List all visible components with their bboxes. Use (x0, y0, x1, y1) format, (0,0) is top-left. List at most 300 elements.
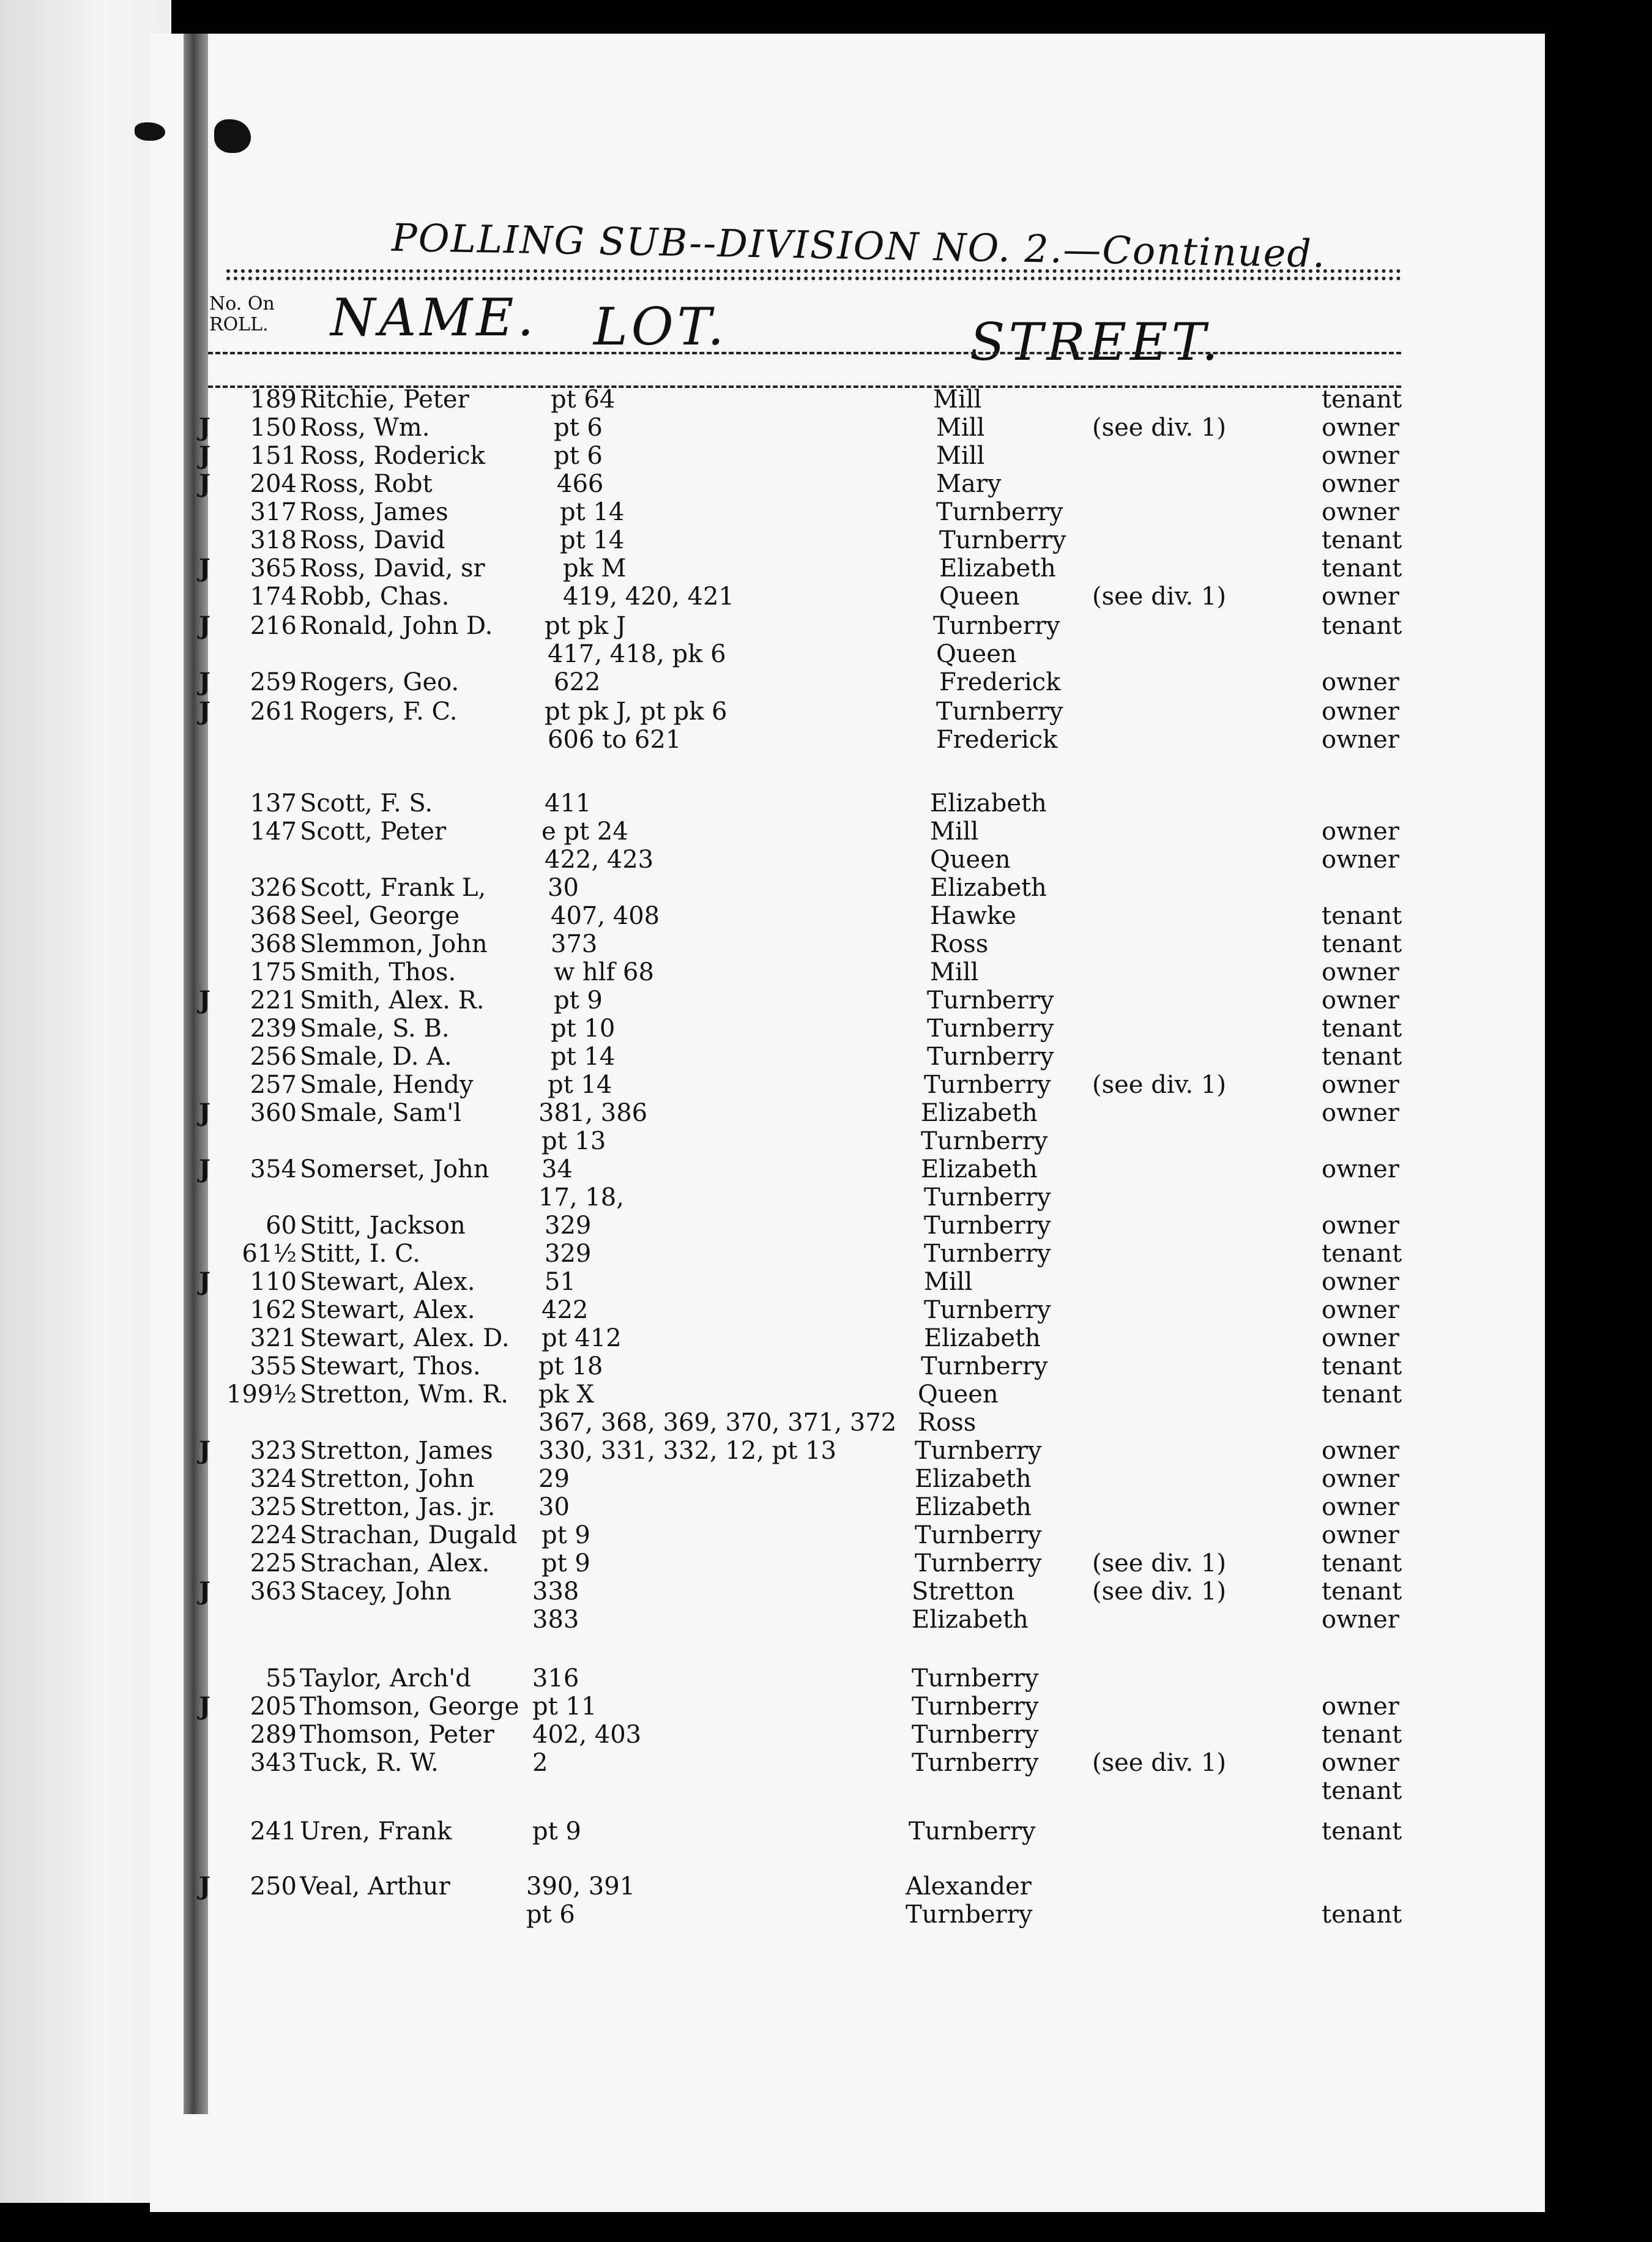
tenure-status: tenant (1322, 1777, 1402, 1805)
lot-cell: 17, 18, (538, 1183, 624, 1212)
tenure-status: owner (1322, 1155, 1399, 1183)
page-title: POLLING SUB--DIVISION NO. 2.—Continued. (392, 215, 1326, 277)
voter-name: Ross, Roderick (300, 442, 485, 470)
lot-cell: 422 (541, 1296, 589, 1324)
roll-number: 241 (250, 1817, 297, 1845)
table-row (0, 414, 1652, 442)
table-row (0, 726, 1652, 754)
voter-name: Smale, Sam'l (300, 1099, 462, 1127)
tenure-status: tenant (1322, 902, 1402, 930)
tenure-status: owner (1322, 1071, 1399, 1099)
table-row (0, 986, 1652, 1015)
lot-cell: 367, 368, 369, 370, 371, 372 (538, 1409, 897, 1437)
street-cell: Elizabeth (915, 1465, 1032, 1493)
street-cell: Turnberry (921, 1352, 1048, 1380)
street-cell: Elizabeth (915, 1493, 1032, 1521)
tenure-status: owner (1322, 414, 1399, 442)
table-row (0, 874, 1652, 902)
lot-cell: pt 11 (532, 1693, 597, 1721)
lot-cell: e pt 24 (541, 817, 628, 846)
lot-cell: 338 (532, 1577, 579, 1606)
street-cell: Turnberry (912, 1664, 1039, 1693)
table-row (0, 1437, 1652, 1465)
tenure-status: tenant (1322, 1817, 1402, 1845)
tenure-status: owner (1322, 583, 1399, 611)
juror-mark: J (199, 1577, 210, 1606)
table-row (0, 698, 1652, 726)
lot-cell: 407, 408 (551, 902, 660, 930)
table-row (0, 640, 1652, 668)
tenure-status: owner (1322, 1437, 1399, 1465)
voter-name: Scott, Peter (300, 817, 447, 846)
juror-mark: J (199, 1692, 210, 1721)
juror-mark: J (199, 1872, 210, 1901)
voter-name: Slemmon, John (300, 930, 488, 958)
voter-name: Taylor, Arch'd (300, 1664, 471, 1693)
tenure-status: tenant (1322, 1721, 1402, 1749)
street-cell: Turnberry (906, 1901, 1033, 1929)
table-row (0, 583, 1652, 611)
table-row (0, 1240, 1652, 1268)
street-cell: Turnberry (936, 498, 1063, 526)
tenure-status: owner (1322, 1296, 1399, 1324)
street-cell: Turnberry (927, 1015, 1054, 1043)
voter-name: Seel, George (300, 902, 460, 930)
table-row (0, 930, 1652, 958)
lot-cell: pt 18 (538, 1352, 603, 1380)
juror-mark: J (199, 1267, 210, 1296)
no-on-roll-header (209, 294, 275, 335)
juror-mark: J (199, 554, 210, 583)
voter-name: Rogers, F. C. (300, 698, 458, 726)
tenure-status: tenant (1322, 1015, 1402, 1043)
juror-mark: J (199, 441, 210, 470)
roll-number: 360 (250, 1099, 297, 1127)
table-row (0, 902, 1652, 930)
lot-cell: 419, 420, 421 (563, 583, 734, 611)
see-division-note: (see div. 1) (1092, 414, 1226, 442)
voter-name: Ritchie, Peter (300, 385, 469, 414)
lot-cell: 373 (551, 930, 598, 958)
lot-cell: 329 (545, 1240, 592, 1268)
roll-number: 221 (250, 986, 297, 1015)
tenure-status: tenant (1322, 1043, 1402, 1071)
lot-cell: pt 6 (554, 442, 603, 470)
roll-number: 368 (250, 902, 297, 930)
no-on-roll-line1: No. On (209, 293, 275, 315)
roll-number: 150 (250, 414, 297, 442)
voter-name: Ross, David (300, 526, 445, 554)
voter-name: Ronald, John D. (300, 612, 493, 640)
table-row (0, 1521, 1652, 1549)
lot-cell: 402, 403 (532, 1721, 642, 1749)
lot-cell: w hlf 68 (554, 958, 654, 986)
voter-name: Stacey, John (300, 1577, 452, 1606)
voter-name: Ross, James (300, 498, 448, 526)
tenure-status: owner (1322, 470, 1399, 498)
roll-number: 259 (250, 668, 297, 696)
voter-name: Scott, F. S. (300, 789, 433, 817)
see-division-note: (see div. 1) (1092, 1071, 1226, 1099)
street-cell: Elizabeth (924, 1324, 1041, 1352)
see-division-note: (see div. 1) (1092, 1577, 1226, 1606)
table-row (0, 1664, 1652, 1693)
table-row (0, 1071, 1652, 1099)
tenure-status: owner (1322, 442, 1399, 470)
roll-number: 199½ (226, 1380, 297, 1409)
street-cell: Turnberry (927, 986, 1054, 1015)
lot-cell: 381, 386 (538, 1099, 648, 1127)
lot-cell: pk M (563, 554, 627, 583)
street-cell: Turnberry (939, 526, 1066, 554)
voter-name: Veal, Arthur (300, 1872, 450, 1901)
juror-mark: J (199, 697, 210, 726)
tenure-status: owner (1322, 1493, 1399, 1521)
table-row (0, 1465, 1652, 1493)
street-cell: Turnberry (909, 1817, 1036, 1845)
juror-mark: J (199, 1436, 210, 1465)
tenure-status: owner (1322, 1693, 1399, 1721)
roll-number: 137 (250, 789, 297, 817)
roll-number: 151 (250, 442, 297, 470)
roll-number: 61½ (242, 1240, 297, 1268)
table-row (0, 470, 1652, 498)
tenure-status: owner (1322, 1324, 1399, 1352)
voter-name: Thomson, Peter (300, 1721, 494, 1749)
roll-number: 321 (250, 1324, 297, 1352)
lot-cell: 606 to 621 (548, 726, 682, 754)
juror-mark: J (199, 413, 210, 442)
roll-number: 174 (250, 583, 297, 611)
table-row (0, 1777, 1652, 1805)
tenure-status: owner (1322, 1465, 1399, 1493)
street-cell: Elizabeth (921, 1099, 1038, 1127)
roll-number: 204 (250, 470, 297, 498)
street-cell: Stretton (912, 1577, 1015, 1606)
roll-number: 318 (250, 526, 297, 554)
roll-number: 60 (266, 1212, 297, 1240)
table-row (0, 1127, 1652, 1155)
voter-name: Tuck, R. W. (300, 1749, 439, 1777)
table-row (0, 1606, 1652, 1634)
roll-number: 257 (250, 1071, 297, 1099)
lot-cell: 316 (532, 1664, 579, 1693)
see-division-note: (see div. 1) (1092, 1549, 1226, 1577)
table-row (0, 1380, 1652, 1409)
voter-name: Somerset, John (300, 1155, 489, 1183)
table-row (0, 1749, 1652, 1777)
street-cell: Alexander (906, 1872, 1032, 1901)
lot-cell: pt 9 (541, 1549, 590, 1577)
lot-cell: 2 (532, 1749, 548, 1777)
roll-number: 239 (250, 1015, 297, 1043)
lot-cell: 422, 423 (545, 846, 654, 874)
table-row (0, 612, 1652, 640)
voter-name: Stitt, Jackson (300, 1212, 466, 1240)
lot-cell: 417, 418, pk 6 (548, 640, 726, 668)
tenure-status: tenant (1322, 526, 1402, 554)
roll-number: 289 (250, 1721, 297, 1749)
table-row (0, 1872, 1652, 1901)
roll-number: 224 (250, 1521, 297, 1549)
juror-mark: J (199, 1098, 210, 1127)
table-row (0, 846, 1652, 874)
voter-name: Stretton, James (300, 1437, 493, 1465)
voter-name: Stretton, Wm. R. (300, 1380, 508, 1409)
table-row (0, 1693, 1652, 1721)
lot-cell: pt 9 (541, 1521, 590, 1549)
lot-cell: 411 (545, 789, 592, 817)
lot-cell: 34 (541, 1155, 573, 1183)
lot-cell: pt 14 (548, 1071, 612, 1099)
table-row (0, 817, 1652, 846)
roll-number: 317 (250, 498, 297, 526)
tenure-status: owner (1322, 1212, 1399, 1240)
juror-mark: J (199, 668, 210, 696)
roll-number: 363 (250, 1577, 297, 1606)
lot-cell: 30 (538, 1493, 570, 1521)
voter-name: Stewart, Alex. (300, 1268, 475, 1296)
voter-name: Smale, D. A. (300, 1043, 452, 1071)
street-cell: Queen (918, 1380, 999, 1409)
table-row (0, 1099, 1652, 1127)
header-rule (208, 352, 1401, 354)
roll-number: 326 (250, 874, 297, 902)
table-row (0, 1015, 1652, 1043)
no-on-roll-line2: ROLL. (209, 314, 269, 335)
table-row (0, 1721, 1652, 1749)
table-row (0, 1549, 1652, 1577)
ink-blot (135, 122, 165, 141)
table-row (0, 789, 1652, 817)
table-row (0, 526, 1652, 554)
tenure-status: owner (1322, 1268, 1399, 1296)
voter-name: Smith, Thos. (300, 958, 456, 986)
voter-name: Stretton, Jas. jr. (300, 1493, 496, 1521)
tenure-status: tenant (1322, 554, 1402, 583)
roll-number: 225 (250, 1549, 297, 1577)
table-row (0, 958, 1652, 986)
lot-cell: pt 412 (541, 1324, 622, 1352)
voter-name: Strachan, Dugald (300, 1521, 518, 1549)
street-cell: Elizabeth (930, 789, 1047, 817)
table-row (0, 1352, 1652, 1380)
street-column-header: STREET. (970, 312, 1222, 372)
lot-cell: 390, 391 (526, 1872, 636, 1901)
table-row (0, 554, 1652, 583)
see-division-note: (see div. 1) (1092, 1749, 1226, 1777)
street-cell: Mary (936, 470, 1002, 498)
roll-number: 250 (250, 1872, 297, 1901)
lot-cell: pt 6 (554, 414, 603, 442)
street-cell: Turnberry (933, 612, 1060, 640)
roll-number: 261 (250, 698, 297, 726)
lot-cell: pt 13 (541, 1127, 606, 1155)
lot-cell: pt 14 (560, 526, 625, 554)
lot-cell: pt 14 (560, 498, 625, 526)
street-cell: Mill (930, 958, 979, 986)
table-row (0, 668, 1652, 696)
tenure-status: owner (1322, 846, 1399, 874)
tenure-status: tenant (1322, 1380, 1402, 1409)
street-cell: Elizabeth (921, 1155, 1038, 1183)
dotted-rule (226, 269, 1401, 280)
lot-cell: 51 (545, 1268, 576, 1296)
street-cell: Queen (936, 640, 1017, 668)
street-cell: Turnberry (924, 1212, 1051, 1240)
juror-mark: J (199, 469, 210, 498)
street-cell: Turnberry (915, 1437, 1042, 1465)
roll-number: 256 (250, 1043, 297, 1071)
street-cell: Turnberry (921, 1127, 1048, 1155)
street-cell: Turnberry (915, 1521, 1042, 1549)
street-cell: Turnberry (924, 1071, 1051, 1099)
lot-cell: pk X (538, 1380, 595, 1409)
tenure-status: tenant (1322, 612, 1402, 640)
lot-cell: pt pk J (545, 612, 626, 640)
voter-name: Stewart, Thos. (300, 1352, 481, 1380)
voter-name: Robb, Chas. (300, 583, 450, 611)
lot-cell: 622 (554, 668, 601, 696)
roll-number: 323 (250, 1437, 297, 1465)
lot-cell: pt 14 (551, 1043, 616, 1071)
street-cell: Mill (924, 1268, 973, 1296)
roll-number: 216 (250, 612, 297, 640)
roll-number: 365 (250, 554, 297, 583)
roll-number: 55 (266, 1664, 297, 1693)
lot-cell: 29 (538, 1465, 570, 1493)
juror-mark: J (199, 611, 210, 640)
lot-cell: pt 64 (551, 385, 616, 414)
street-cell: Turnberry (912, 1721, 1039, 1749)
lot-cell: pt 10 (551, 1015, 616, 1043)
street-cell: Elizabeth (912, 1606, 1029, 1634)
tenure-status: owner (1322, 726, 1399, 754)
tenure-status: owner (1322, 1521, 1399, 1549)
street-cell: Turnberry (924, 1183, 1051, 1212)
roll-number: 324 (250, 1465, 297, 1493)
juror-mark: J (199, 986, 210, 1015)
tenure-status: owner (1322, 698, 1399, 726)
roll-number: 343 (250, 1749, 297, 1777)
lot-column-header: LOT. (593, 297, 728, 357)
table-row (0, 1577, 1652, 1606)
table-row (0, 1183, 1652, 1212)
voter-name: Ross, David, sr (300, 554, 485, 583)
street-cell: Turnberry (936, 698, 1063, 726)
voter-name: Stewart, Alex. D. (300, 1324, 510, 1352)
street-cell: Turnberry (924, 1240, 1051, 1268)
street-cell: Frederick (939, 668, 1061, 696)
tenure-status: owner (1322, 958, 1399, 986)
street-cell: Queen (939, 583, 1020, 611)
tenure-status: tenant (1322, 1577, 1402, 1606)
lot-cell: 466 (557, 470, 604, 498)
voter-name: Stretton, John (300, 1465, 475, 1493)
street-cell: Ross (918, 1409, 977, 1437)
street-cell: Queen (930, 846, 1011, 874)
roll-number: 355 (250, 1352, 297, 1380)
roll-number: 110 (250, 1268, 297, 1296)
tenure-status: tenant (1322, 1352, 1402, 1380)
tenure-status: owner (1322, 817, 1399, 846)
street-cell: Turnberry (915, 1549, 1042, 1577)
roll-number: 325 (250, 1493, 297, 1521)
street-cell: Elizabeth (939, 554, 1056, 583)
lot-cell: pt pk J, pt pk 6 (545, 698, 727, 726)
roll-number: 162 (250, 1296, 297, 1324)
roll-number: 354 (250, 1155, 297, 1183)
street-cell: Turnberry (924, 1296, 1051, 1324)
voter-name: Ross, Wm. (300, 414, 430, 442)
tenure-status: owner (1322, 498, 1399, 526)
table-row (0, 1043, 1652, 1071)
tenure-status: tenant (1322, 1240, 1402, 1268)
name-column-header: NAME. (330, 288, 538, 348)
table-row (0, 442, 1652, 470)
roll-number: 368 (250, 930, 297, 958)
lot-cell: 383 (532, 1606, 579, 1634)
roll-number: 189 (250, 385, 297, 414)
tenure-status: tenant (1322, 1901, 1402, 1929)
table-row (0, 1155, 1652, 1183)
voter-name: Strachan, Alex. (300, 1549, 490, 1577)
street-cell: Mill (936, 414, 985, 442)
tenure-status: tenant (1322, 1549, 1402, 1577)
roll-number: 147 (250, 817, 297, 846)
voter-name: Smale, Hendy (300, 1071, 474, 1099)
table-row (0, 498, 1652, 526)
tenure-status: tenant (1322, 930, 1402, 958)
voter-name: Scott, Frank L, (300, 874, 486, 902)
tenure-status: tenant (1322, 385, 1402, 414)
table-row (0, 1268, 1652, 1296)
tenure-status: owner (1322, 1749, 1399, 1777)
voter-name: Uren, Frank (300, 1817, 452, 1845)
table-row (0, 1296, 1652, 1324)
street-cell: Turnberry (912, 1749, 1039, 1777)
street-cell: Turnberry (927, 1043, 1054, 1071)
voter-name: Ross, Robt (300, 470, 433, 498)
table-row (0, 1817, 1652, 1845)
tenure-status: owner (1322, 1099, 1399, 1127)
lot-cell: pt 9 (554, 986, 603, 1015)
juror-mark: J (199, 1155, 210, 1183)
table-row (0, 1409, 1652, 1437)
table-row (0, 385, 1652, 414)
voter-name: Thomson, George (300, 1693, 519, 1721)
street-cell: Mill (930, 817, 979, 846)
lot-cell: pt 9 (532, 1817, 581, 1845)
lot-cell: 329 (545, 1212, 592, 1240)
voter-name: Smale, S. B. (300, 1015, 450, 1043)
street-cell: Elizabeth (930, 874, 1047, 902)
table-row (0, 1901, 1652, 1929)
roll-number: 175 (250, 958, 297, 986)
voter-name: Stewart, Alex. (300, 1296, 475, 1324)
lot-cell: pt 6 (526, 1901, 575, 1929)
street-cell: Mill (936, 442, 985, 470)
lot-cell: 330, 331, 332, 12, pt 13 (538, 1437, 836, 1465)
table-row (0, 1493, 1652, 1521)
see-division-note: (see div. 1) (1092, 583, 1226, 611)
lot-cell: 30 (548, 874, 579, 902)
voter-name: Rogers, Geo. (300, 668, 460, 696)
street-cell: Hawke (930, 902, 1016, 930)
street-cell: Frederick (936, 726, 1058, 754)
tenure-status: owner (1322, 986, 1399, 1015)
street-cell: Turnberry (912, 1693, 1039, 1721)
